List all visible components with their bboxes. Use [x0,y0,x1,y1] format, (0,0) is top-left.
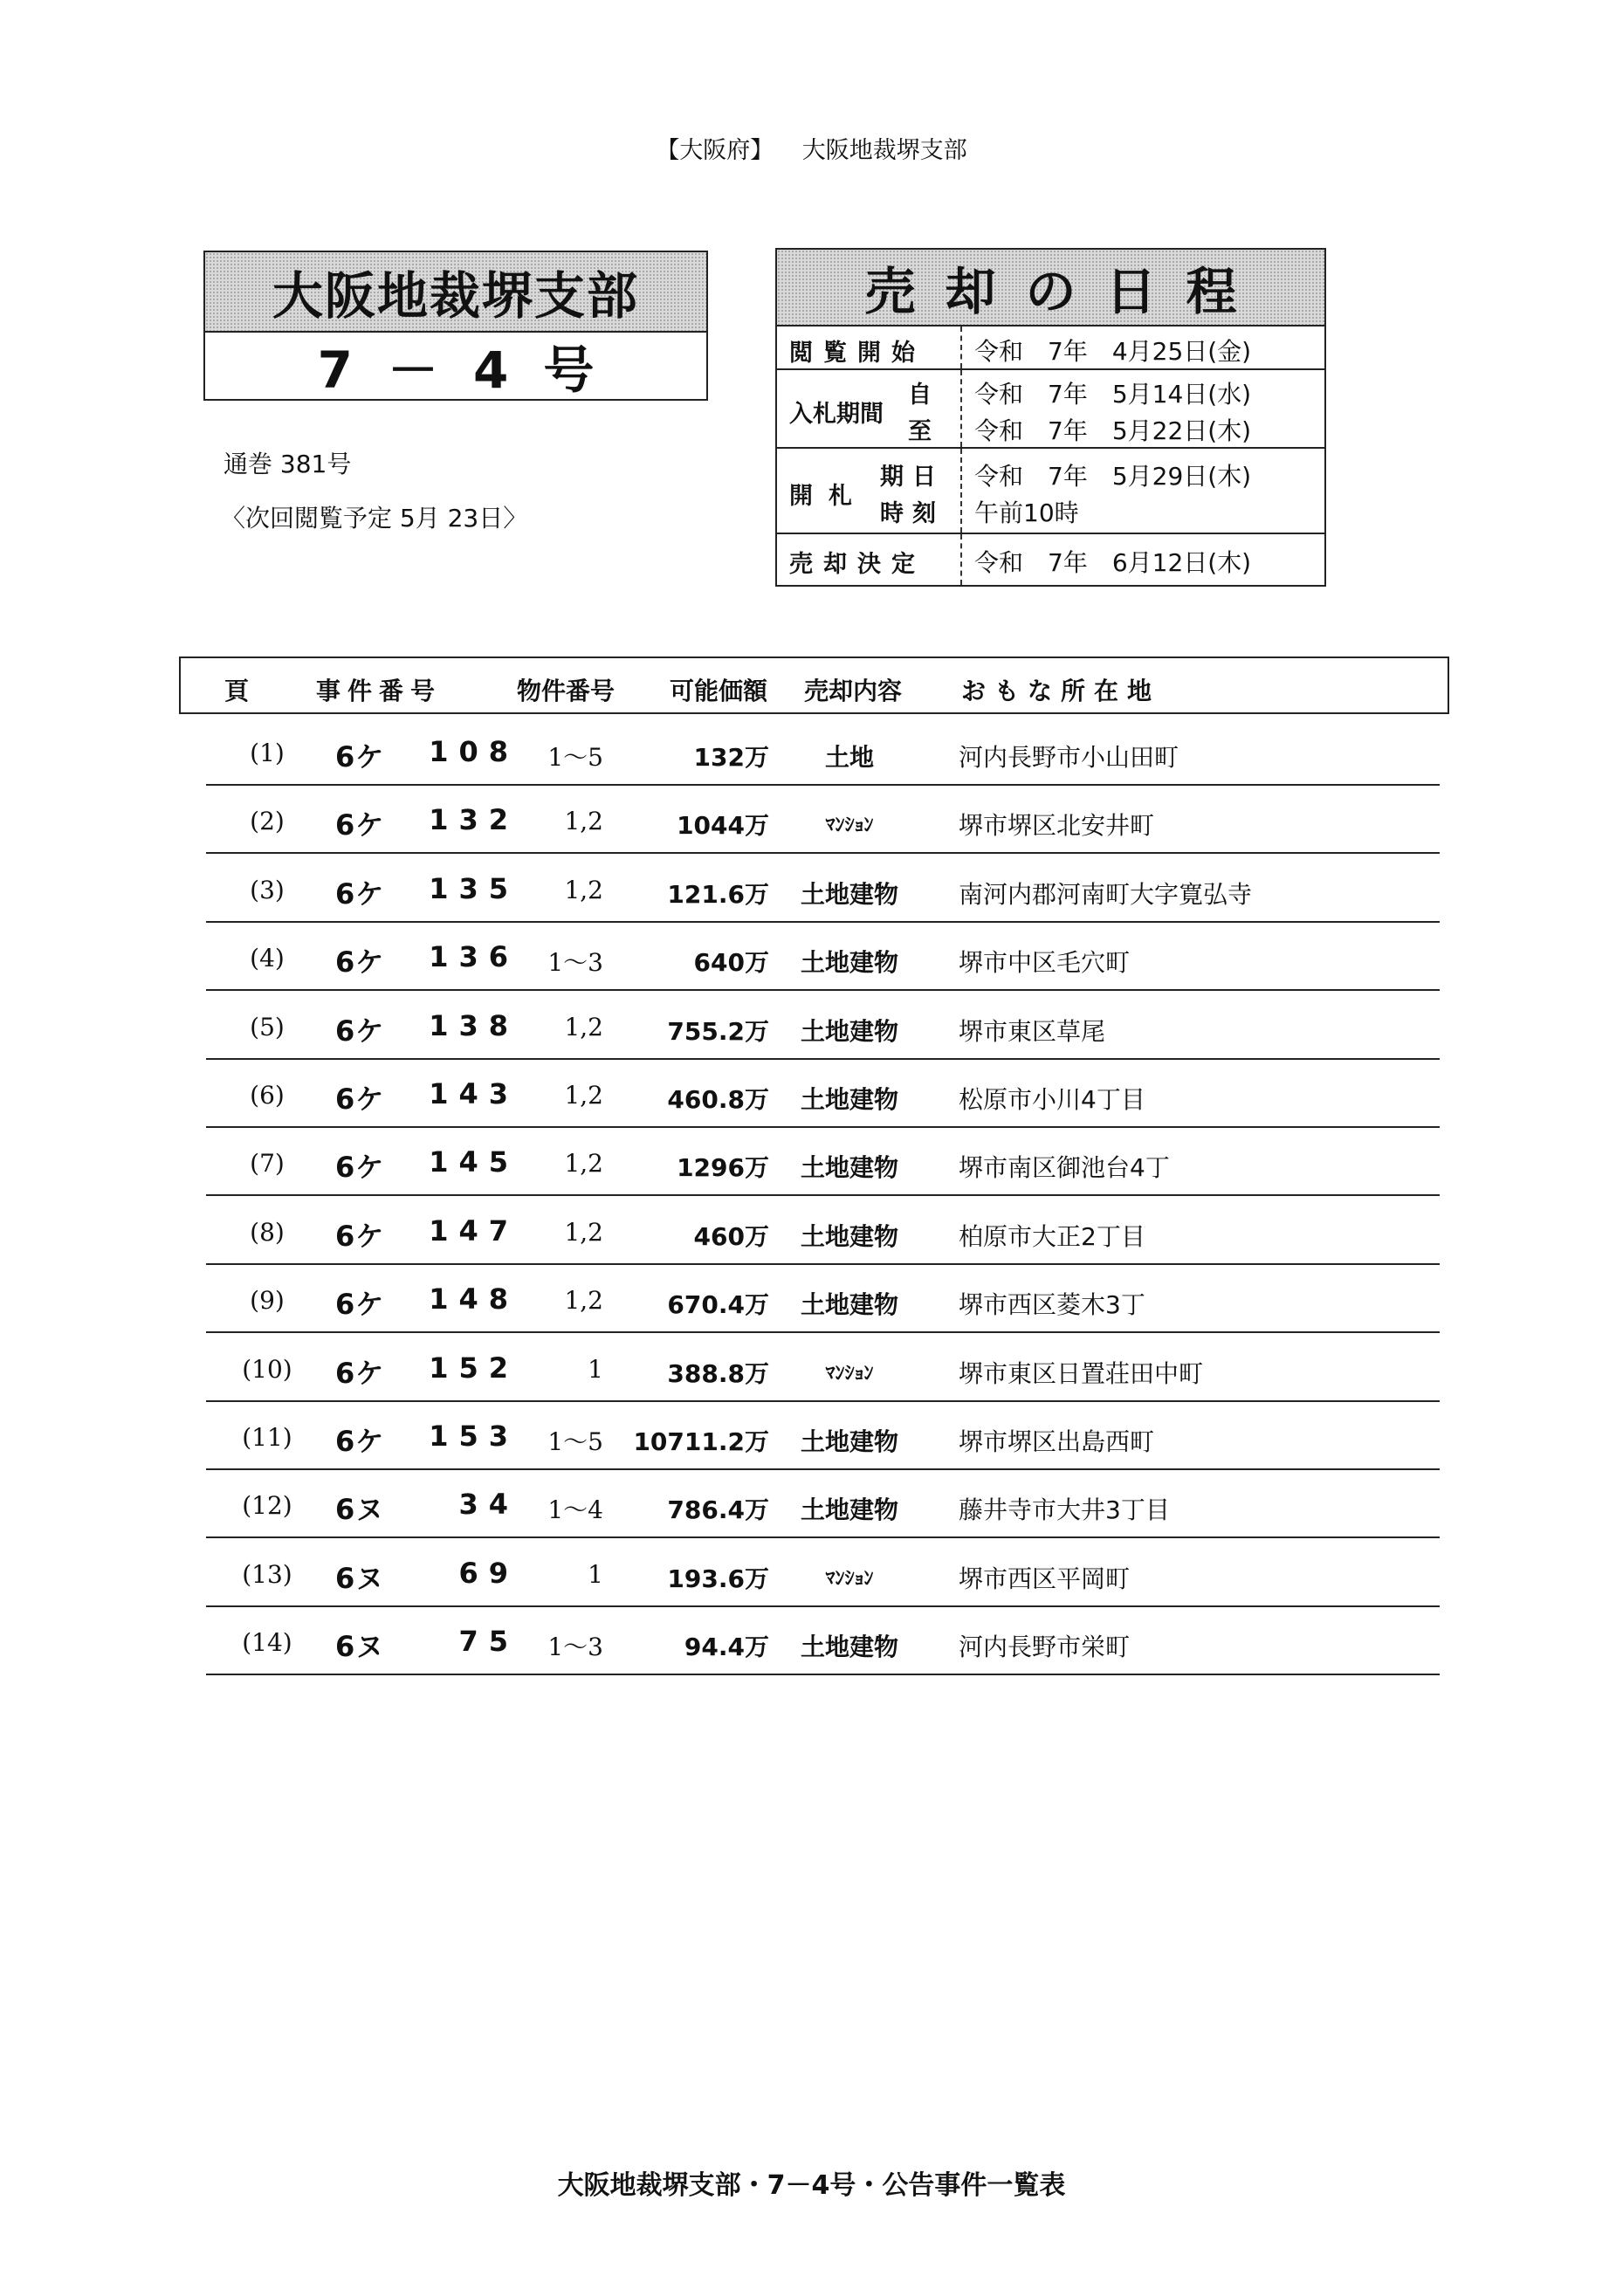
schedule-row-viewing [777,327,1324,370]
location-cell: 柏原市大正2丁目 [959,1222,1145,1251]
table-row [206,1060,1440,1128]
price-cell: 670.4万 [667,1290,769,1319]
property-number-cell: 1～5 [547,743,603,772]
table-row [206,923,1440,991]
page-cell: (3) [250,876,285,904]
table-row [206,1334,1440,1402]
price-cell: 132万 [693,743,769,772]
property-number-cell: 1,2 [564,1149,603,1178]
property-number-cell: 1,2 [564,1218,603,1247]
sale-type-cell: 土地建物 [800,1085,898,1114]
court-title-box [203,251,708,401]
page-cell: (4) [250,944,285,973]
header-price: 可能価額 [670,677,768,705]
price-cell: 460.8万 [667,1085,769,1114]
next-viewing-date: 〈次回閲覧予定 5月 23日〉 [221,504,528,533]
table-row [206,1470,1440,1538]
sale-type-cell: ﾏﾝｼｮﾝ [825,1363,874,1385]
location-cell: 堺市西区菱木3丁 [959,1290,1145,1319]
price-cell: 460万 [693,1222,769,1251]
price-cell: 640万 [693,948,769,977]
page-cell: (8) [250,1218,285,1247]
case-number-cell: 75 [458,1625,519,1658]
price-cell: 121.6万 [667,880,769,909]
case-number-cell: 153 [429,1420,519,1453]
location-cell: 河内長野市小山田町 [959,743,1179,772]
sale-type-cell: 土地建物 [800,880,898,909]
sale-type-cell: 土地建物 [800,1153,898,1182]
header-type: 売却内容 [804,677,903,705]
property-number-cell: 1～3 [547,1633,603,1661]
sale-type-cell: 土地 [824,743,874,772]
case-type-cell: 6ケ [335,1220,385,1253]
property-number-cell: 1,2 [564,876,603,904]
property-number-cell: 1,2 [564,1081,603,1110]
case-type-cell: 6ヌ [335,1493,385,1526]
schedule-value: 令和 7年 6月12日(木) [960,534,1324,585]
table-row [206,1607,1440,1675]
page-cell: (14) [242,1628,292,1657]
case-number-cell: 152 [429,1351,519,1385]
case-number-cell: 108 [429,735,519,768]
court-name: 大阪地裁堺支部 [205,252,706,333]
schedule-value: 令和 7年 4月25日(金) [960,327,1324,368]
location-cell: 南河内郡河南町大字寛弘寺 [959,880,1253,909]
schedule-label: 入札期間 自 至 [789,382,932,445]
schedule-label: 売却決定 [789,551,925,578]
price-cell: 1296万 [677,1153,769,1182]
prefecture-label: 【大阪府】 [656,137,774,164]
table-row [206,718,1440,786]
sale-schedule-box [775,248,1326,587]
table-row [206,992,1440,1060]
case-number-cell: 147 [429,1214,519,1248]
property-number-cell: 1,2 [564,1013,603,1041]
price-cell: 94.4万 [684,1633,769,1661]
page-cell: (13) [242,1560,292,1589]
property-number-cell: 1 [588,1355,603,1384]
location-cell: 堺市西区平岡町 [959,1564,1131,1593]
price-cell: 786.4万 [667,1495,769,1524]
page-cell: (2) [250,807,285,835]
table-row [206,1539,1440,1607]
table-row [206,1265,1440,1333]
location-cell: 堺市堺区出島西町 [959,1427,1155,1456]
location-cell: 堺市東区草尾 [959,1017,1106,1046]
page-cell: (9) [250,1286,285,1315]
location-cell: 堺市東区日置荘田中町 [959,1359,1204,1388]
schedule-row-decision [777,534,1324,585]
price-cell: 10711.2万 [633,1427,769,1456]
case-number-cell: 132 [429,803,519,836]
volume-number: 通巻 381号 [224,450,352,478]
sale-type-cell: ﾏﾝｼｮﾝ [825,1568,874,1590]
schedule-value: 令和 7年 5月29日(木) 午前10時 [960,449,1324,533]
schedule-row-bidding [777,370,1324,449]
case-type-cell: 6ケ [335,1151,385,1184]
property-number-cell: 1 [588,1560,603,1589]
sale-type-cell: ﾏﾝｼｮﾝ [825,815,874,836]
sale-type-cell: 土地建物 [800,1495,898,1524]
location-cell: 河内長野市栄町 [959,1633,1131,1661]
case-number-cell: 136 [429,940,519,973]
schedule-label: 閲覧開始 [789,340,925,367]
table-row [206,1128,1440,1196]
table-row [206,855,1440,923]
property-number-cell: 1～4 [547,1495,603,1524]
case-number-cell: 143 [429,1077,519,1110]
header-property: 物件番号 [517,677,616,705]
case-type-cell: 6ヌ [335,1630,385,1663]
location-cell: 堺市南区御池台4丁 [959,1153,1170,1182]
issue-number: 7－4号 [317,340,629,400]
case-type-cell: 6ケ [335,740,385,773]
schedule-label: 開札 期日 時刻 [789,464,945,527]
schedule-title: 売却の日程 [777,250,1324,327]
table-row [206,1402,1440,1470]
page-cell: (10) [242,1355,292,1384]
sale-type-cell: 土地建物 [800,1633,898,1661]
case-type-cell: 6ケ [335,1083,385,1116]
sale-type-cell: 土地建物 [800,1017,898,1046]
case-type-cell: 6ケ [335,877,385,911]
court-label: 大阪地裁堺支部 [801,137,967,164]
price-cell: 755.2万 [667,1017,769,1046]
property-number-cell: 1,2 [564,807,603,835]
page-cell: (7) [250,1149,285,1178]
page-cell: (6) [250,1081,285,1110]
price-cell: 388.8万 [667,1359,769,1388]
location-cell: 藤井寺市大井3丁目 [959,1495,1170,1524]
property-number-cell: 1,2 [564,1286,603,1315]
case-type-cell: 6ヌ [335,1562,385,1595]
page-cell: (12) [242,1491,292,1520]
sale-type-cell: 土地建物 [800,948,898,977]
table-row [206,786,1440,854]
property-number-cell: 1～5 [547,1427,603,1456]
case-type-cell: 6ケ [335,1357,385,1390]
case-number-cell: 34 [458,1488,519,1521]
case-number-cell: 138 [429,1009,519,1042]
location-cell: 堺市中区毛穴町 [959,948,1131,977]
property-number-cell: 1～3 [547,948,603,977]
location-cell: 松原市小川4丁目 [959,1085,1145,1114]
sale-type-cell: 土地建物 [800,1222,898,1251]
location-cell: 堺市堺区北安井町 [959,811,1155,840]
table-header [179,656,1449,714]
case-number-cell: 135 [429,872,519,905]
header-location: おもな所在地 [961,677,1161,705]
page-cell: (1) [250,739,285,767]
case-type-cell: 6ケ [335,1014,385,1048]
case-type-cell: 6ケ [335,808,385,842]
price-cell: 1044万 [677,811,769,840]
price-cell: 193.6万 [667,1564,769,1593]
page-cell: (11) [242,1423,292,1452]
sale-type-cell: 土地建物 [800,1290,898,1319]
case-number-cell: 145 [429,1145,519,1179]
page-cell: (5) [250,1013,285,1041]
page-header [0,131,1623,165]
case-type-cell: 6ケ [335,1425,385,1458]
page-footer: 大阪地裁堺支部・7－4号・公告事件一覧表 [557,2170,1066,2201]
schedule-value: 令和 7年 5月14日(水) 令和 7年 5月22日(木) [960,370,1324,447]
table-row [206,1197,1440,1265]
case-number-cell: 69 [458,1557,519,1590]
case-type-cell: 6ケ [335,945,385,979]
schedule-row-opening [777,449,1324,534]
sale-type-cell: 土地建物 [800,1427,898,1456]
case-type-cell: 6ケ [335,1288,385,1321]
header-page: 頁 [224,677,250,705]
case-number-cell: 148 [429,1282,519,1316]
header-case: 事件番号 [316,677,443,705]
